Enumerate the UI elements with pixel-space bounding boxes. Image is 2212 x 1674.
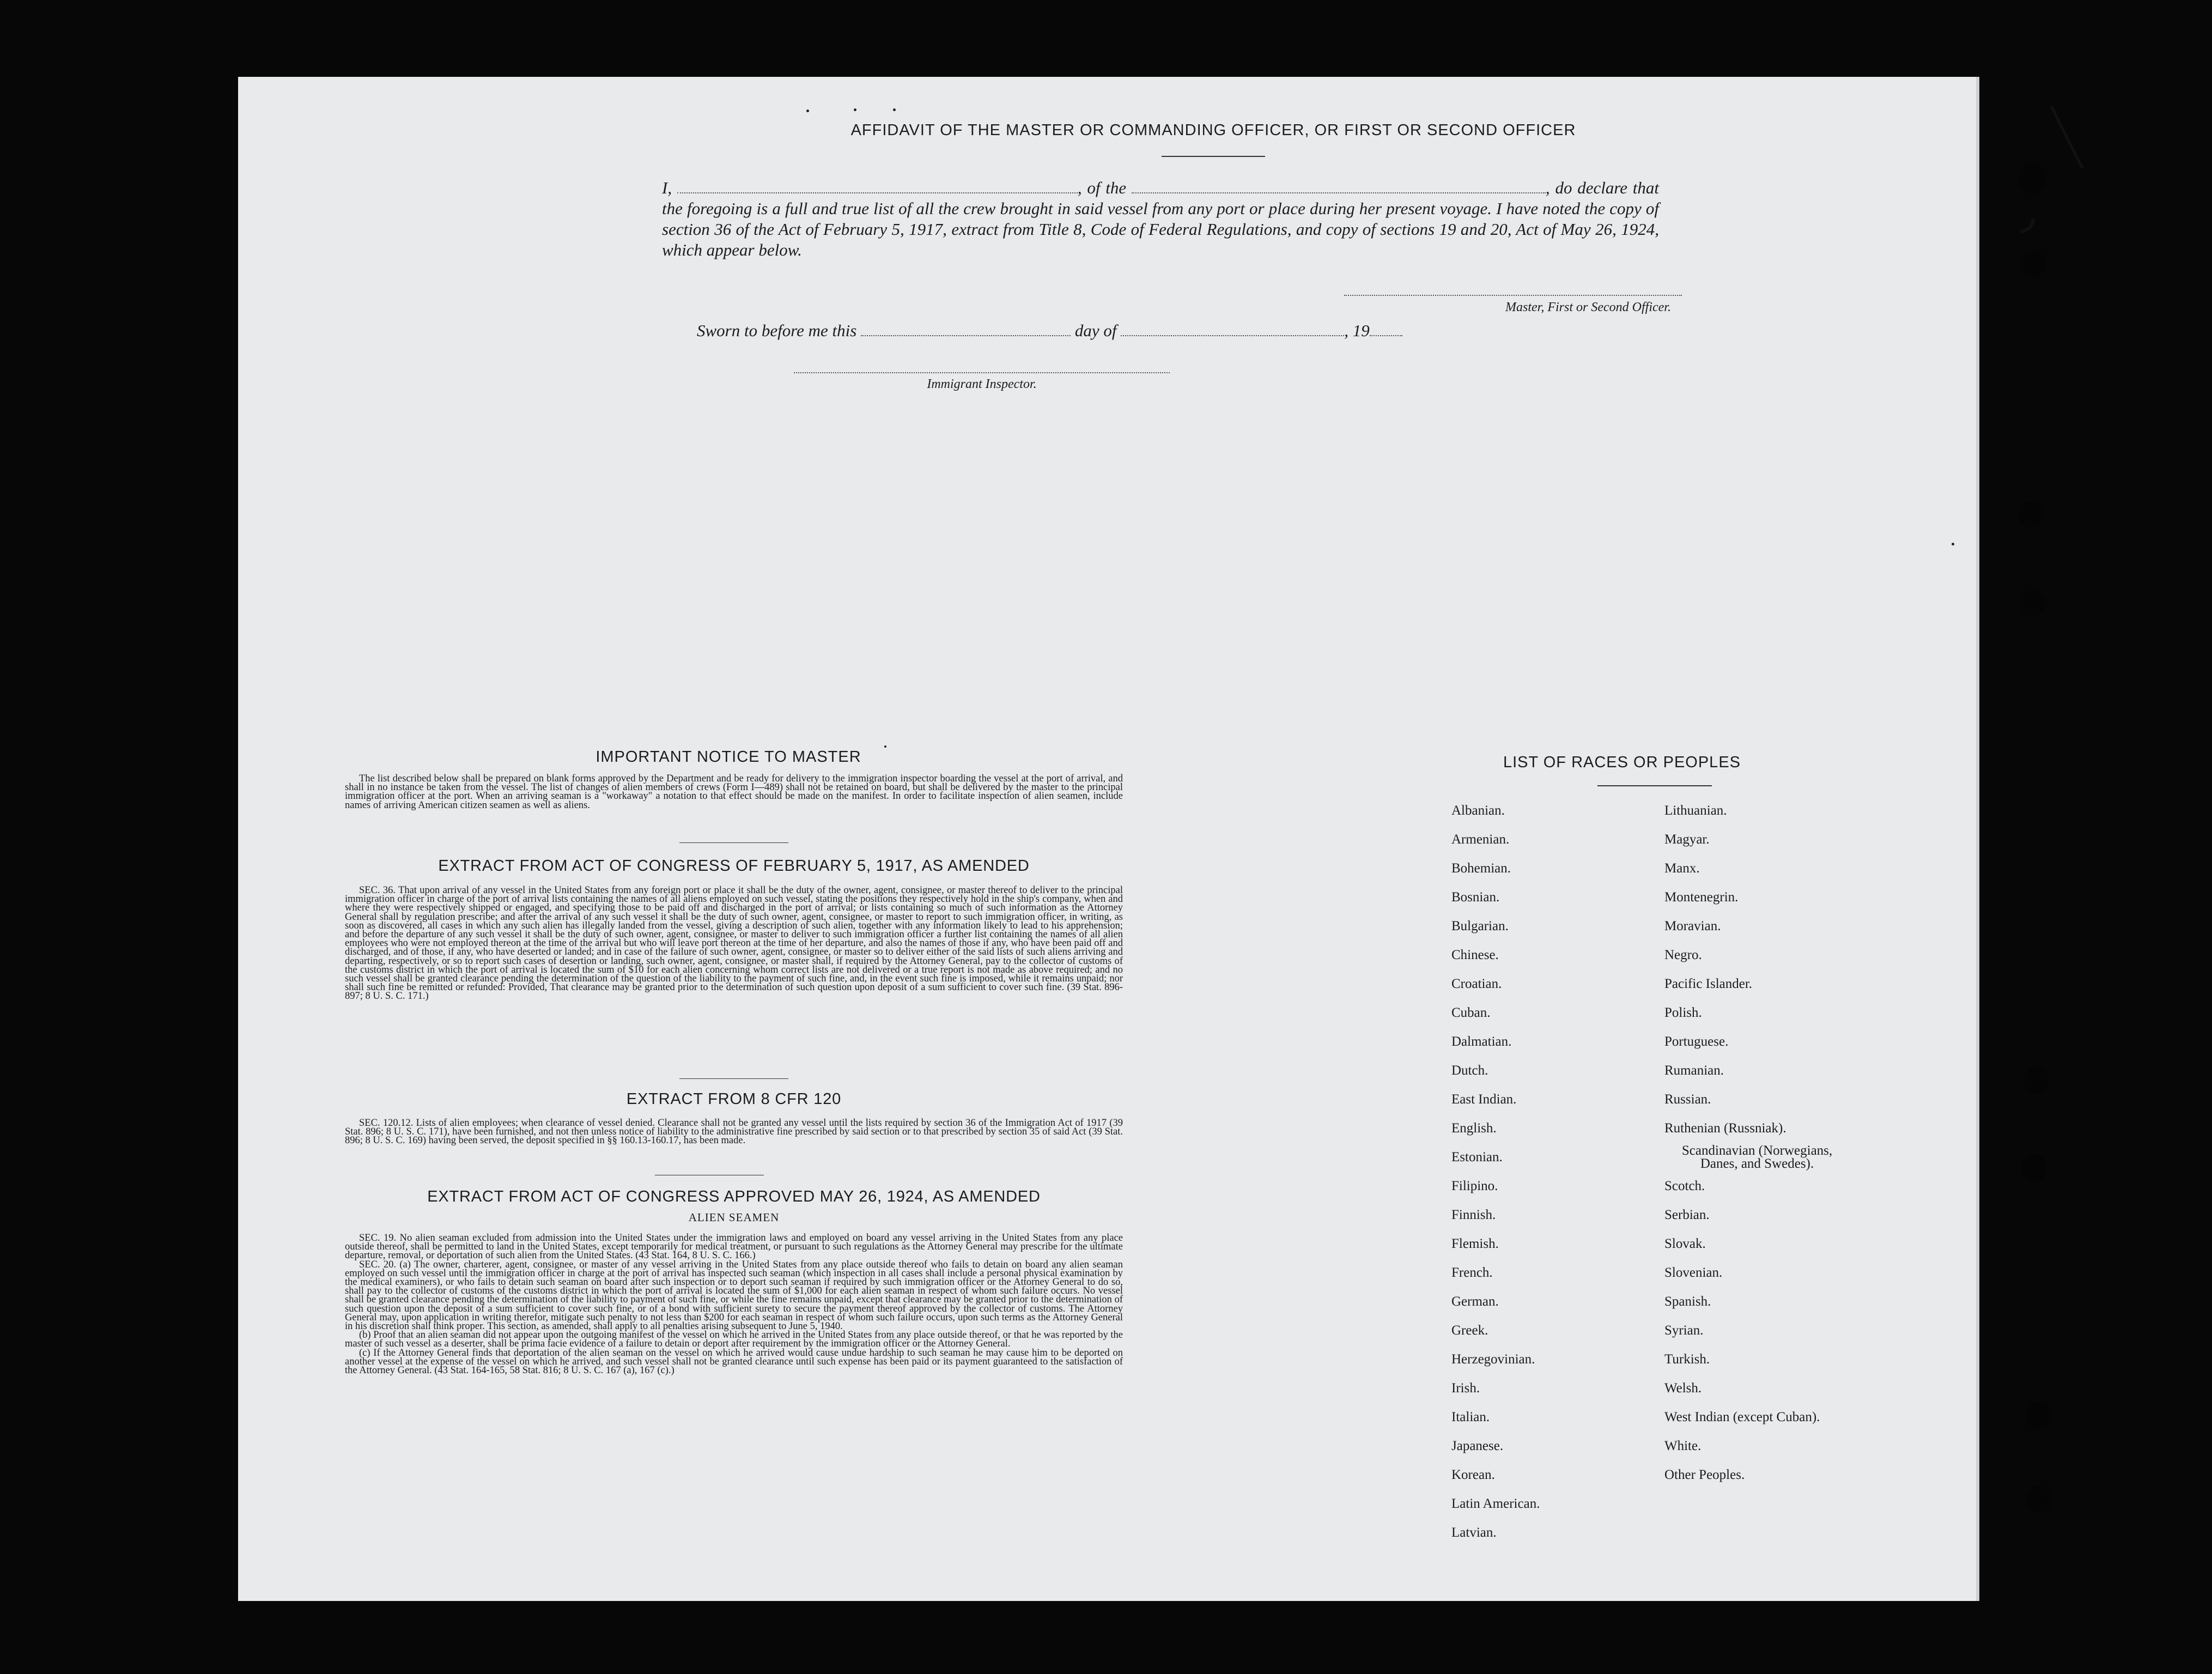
race-item: Syrian. [1664,1323,1704,1338]
race-item: Negro. [1664,948,1702,962]
punch-hole [2024,1067,2049,1094]
punch-hole [2019,162,2046,194]
race-item: Montenegrin. [1664,890,1739,905]
race-item: Filipino. [1451,1179,1498,1193]
race-item: Estonian. [1451,1150,1503,1164]
race-item: Ruthenian (Russniak). [1664,1121,1786,1136]
speck [893,108,896,111]
sworn-year: , 19 [1344,321,1370,340]
torn-corner-mark [2049,104,2087,174]
punch-hole [2019,501,2044,527]
affidavit-title: AFFIDAVIT OF THE MASTER OR COMMANDING OFFICER, OR FIRST OR SECOND OFFICER [850,122,1576,139]
crescent-mark [2016,215,2038,237]
signature-caption: Master, First or Second Officer. [1505,300,1671,314]
race-item: Latvian. [1451,1525,1497,1540]
race-item: Herzegovinian. [1451,1352,1535,1367]
sec-19-paragraph: SEC. 19. No alien seaman excluded from admission into the United States under the immigration laws and employed on board any vessel arriving in the United States from any place outside thereof, shall be permitted to land in the United States, except temporarily for medical treatment, or pursuant to such regulations as the Attorney General may prescribe for the ultimate departure, removal, or deportation of such alien from the United States. (43 Stat. 164, 8 U. S. C. 166.) [345,1233,1123,1261]
punch-hole [2020,251,2046,277]
race-item: Magyar. [1664,832,1710,847]
divider-1 [679,842,788,843]
race-item: Cuban. [1451,1005,1491,1020]
race-item: Serbian. [1664,1208,1710,1222]
race-item: East Indian. [1451,1092,1517,1107]
race-item: Manx. [1664,861,1700,876]
race-item: Japanese. [1451,1439,1504,1453]
race-item: Other Peoples. [1664,1467,1745,1482]
race-item: Albanian. [1451,803,1505,818]
race-item: Bosnian. [1451,890,1500,905]
race-item: Dalmatian. [1451,1034,1512,1049]
title-divider [1162,156,1265,157]
notice-title: IMPORTANT NOTICE TO MASTER [595,748,861,766]
sworn-day-of: day of [1074,321,1117,340]
race-item: Lithuanian. [1664,803,1727,818]
race-item: Croatian. [1451,976,1502,991]
decl-i: I, [662,178,672,197]
speck [884,745,886,748]
races-divider [1597,785,1712,786]
race-item: Latin American. [1451,1496,1540,1511]
race-item: Pacific Islander. [1664,976,1753,991]
race-item: Armenian. [1451,832,1510,847]
races-title: LIST OF RACES OR PEOPLES [1503,754,1741,771]
vessel-blank [1132,181,1546,193]
extract-1924-text [345,1234,1123,1375]
race-item: Bohemian. [1451,861,1511,876]
race-item: West Indian (except Cuban). [1664,1410,1820,1424]
extract-cfr-title: EXTRACT FROM 8 CFR 120 [626,1090,842,1108]
race-item: Chinese. [1451,948,1499,962]
race-item: Russian. [1664,1092,1711,1107]
inspector-caption: Immigrant Inspector. [927,377,1037,391]
name-blank [677,181,1078,193]
affidavit-declaration [662,178,1659,260]
race-item: Scandinavian (Norwegians, Danes, and Swedes). [1681,1143,1833,1171]
divider-2 [679,1078,788,1079]
document-page [238,77,1979,1601]
race-item: Scotch. [1664,1179,1705,1193]
signature-line [1344,295,1682,296]
race-item: Korean. [1451,1467,1495,1482]
race-item: German. [1451,1294,1499,1309]
sworn-line [697,321,1460,341]
extract-1924-title: EXTRACT FROM ACT OF CONGRESS APPROVED MAY 26, 1924, AS AMENDED [427,1188,1041,1205]
race-item: Moravian. [1664,919,1721,933]
race-item: French. [1451,1265,1493,1280]
punch-hole [2020,590,2045,616]
punch-hole [2026,1486,2052,1513]
month-blank [1121,324,1344,336]
punch-hole [2026,1402,2052,1429]
race-item: White. [1664,1439,1701,1453]
race-item: Welsh. [1664,1381,1702,1396]
day-blank [861,324,1071,336]
race-item: Irish. [1451,1381,1480,1396]
race-item: Turkish. [1664,1352,1710,1367]
speck [806,110,809,112]
alien-seamen-subtitle: ALIEN SEAMEN [688,1211,780,1224]
speck [1952,543,1954,545]
speck [854,108,856,111]
race-item: Polish. [1664,1005,1702,1020]
decl-do-declare: , do declare [1545,178,1628,197]
extract-1917-title: EXTRACT FROM ACT OF CONGRESS OF FEBRUARY 5, 1917, AS AMENDED [438,857,1030,875]
inspector-signature-line [794,372,1170,373]
extract-1917-text: SEC. 36. That upon arrival of any vessel in the United States from any foreign port or place it shall be the duty of the owner, agent, consignee, or master thereof to deliver to the principal immigration officer in charge of the port of arrival lists containing the names of all aliens employed on such vessel, stating the positions they respectively hold in the ship's company, when and where they were respectively shipped or engaged, and specifying those to be paid off and discharged in the port of arrival; or lists containing so much of such information as the Attorney General shall by regulation prescribe; and after the arrival of any such vessel it shall be the duty of such owner, agent, consignee, or master to report to such immigration officer, in writing, as soon as discovered, all cases in which any such alien has illegally landed from the vessel, giving a description of such alien, together with any information likely to lead to his apprehension; and before the departure of any such vessel it shall be the duty of such owner, agent, consignee, or master to deliver to such immigration officer a further list containing the names of all alien employees who were not employed thereon at the time of the arrival but who will leave port thereon at the time of her departure, and also the names of those if any, who have been paid off and discharged, and of those, if any, who have deserted or landed; and in case of the failure of such owner, agent, consignee, or master so to deliver either of the said lists of such aliens arriving and departing, respectively, or so to report such cases of desertion or landing, such owner, agent, consignee, or master shall, if required by the Attorney General, pay to the collector of customs of the customs district in which the port of arrival is located the sum of $10 for each alien concerning whom correct lists are not delivered or a true report is not made as above required; and no such vessel shall be granted clearance pending the determination of the question of the liability to the payment of such fine, and, in the event such fine is imposed, while it remains unpaid; nor shall such fine be remitted or refunded: Provided, That clearance may be granted prior to the determination of such question upon deposit of a sum sufficient to cover such fine. (39 Stat. 896-897; 8 U. S. C. 171.) [345,885,1123,1002]
punch-hole [2021,1154,2047,1181]
race-item: Finnish. [1451,1208,1496,1222]
decl-body: that the foregoing is a full and true list of all the crew brought in said vessel from any port or place during her present voyage. I have noted the copy of section 36 of the Act of February 5, 1917, extract from Title 8, Code of Federal Regulations, and copy of sections 19 and 20, Act of May 26, 1924, which appear below. [662,178,1660,259]
race-item: Rumanian. [1664,1063,1724,1078]
year-blank [1370,324,1402,336]
race-item: Spanish. [1664,1294,1711,1309]
race-item: Italian. [1451,1410,1490,1424]
race-item: Flemish. [1451,1236,1499,1251]
race-item: Portuguese. [1664,1034,1729,1049]
race-item: Bulgarian. [1451,919,1509,933]
sec-20b-paragraph: (b) Proof that an alien seaman did not appear upon the outgoing manifest of the vessel on which he arrived in the United States from any place outside thereof, or that he was reported by the master of such vessel as a deserter, shall be prima facie evidence of a failure to detain or deport after requirement by the immigration officer or the Attorney General. [345,1330,1123,1350]
race-item: English. [1451,1121,1497,1136]
notice-text: The list described below shall be prepared on blank forms approved by the Department and be ready for delivery to the immigration inspector boarding the vessel at the port of arrival, and shall in no instance be taken from the vessel. The list of changes of alien members of crews (Form I—489) shall not be retained on board, but shall be delivered by the master to the principal immigration officer at the port. When an arriving seaman is a "workaway" a notation to that effect should be made on the manifest. In order to facilitate inspection of alien seamen, include names of arriving American citizen seamen as well as aliens. [345,773,1123,811]
extract-cfr-text: SEC. 120.12. Lists of alien employees; when clearance of vessel denied. Clearance shall not be granted any vessel until the lists required by section 36 of the Immigration Act of 1917 (39 Stat. 896; 8 U. S. C. 171), have been furnished, and not then unless notice of liability to the administrative fine prescribed by said section or to that prescribed by section 35 of said Act (39 Stat. 896; 8 U. S. C. 169) having been served, the deposit specified in §§ 160.13-160.17, has been made. [345,1118,1123,1147]
race-item: Slovak. [1664,1236,1706,1251]
sworn-prefix: Sworn to before me this [697,321,857,340]
race-item: Slovenian. [1664,1265,1723,1280]
race-item: Greek. [1451,1323,1488,1338]
sec-20c-paragraph: (c) If the Attorney General finds that deportation of the alien seaman on the vessel on which he arrived would cause undue hardship to such seaman he may cause him to be deported on another vessel at the expense of the vessel on which he arrived, and such vessel shall not be granted clearance until such expense has been paid or its payment guaranteed to the satisfaction of the Attorney General. (43 Stat. 164-165, 58 Stat. 816; 8 U. S. C. 167 (a), 167 (c).) [345,1347,1123,1376]
sec-20a-paragraph: SEC. 20. (a) The owner, charterer, agent, consignee, or master of any vessel arriving in the United States from any place outside thereof who fails to detain on board any alien seaman employed on such vessel until the immigration officer in charge at the port of arrival has inspected such seaman (which inspection in all cases shall include a personal physical examination by the medical examiners), or who fails to detain such seaman on board after such inspection or to deport such seaman if required by such immigration officer or the Attorney General to do so, shall pay to the collector of customs of the customs district in which the port of arrival is located the sum of $1,000 for each alien seaman in respect of whom such failure occurs. No vessel shall be granted clearance pending the determination of the liability to payment of such fine, or while the fine remains unpaid, except that clearance may be granted prior to the determination of such question upon the deposit of a sum sufficient to cover such fine, or of a bond with sufficient surety to secure the payment thereof approved by the collector of customs. The Attorney General may, upon application in writing therefor, mitigate such penalty to not less than $200 for each seaman in respect of whom such failure occurs, upon such terms as the Attorney General in his discretion shall think proper. This section, as amended, shall apply to all penalties arising subsequent to June 5, 1940. [345,1259,1123,1332]
race-item: Dutch. [1451,1063,1488,1078]
decl-of-the: , of the [1077,178,1127,197]
